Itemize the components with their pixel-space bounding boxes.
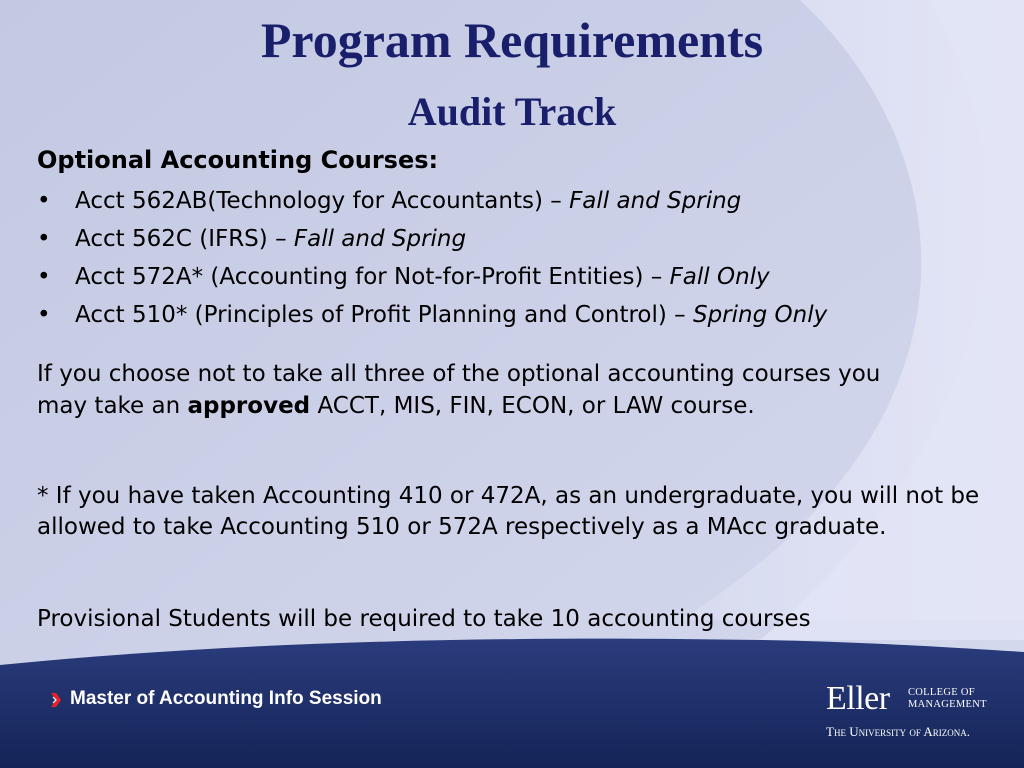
list-item bbox=[37, 222, 827, 260]
section-heading: Optional Accounting Courses: bbox=[37, 146, 439, 174]
course-term: Fall and Spring bbox=[569, 188, 742, 214]
page-title: Program Requirements bbox=[260, 12, 764, 68]
logo-wordmark: Eller bbox=[826, 680, 890, 717]
optional-courses-paragraph bbox=[37, 358, 907, 422]
logo-college-line: MANAGEMENT bbox=[908, 699, 987, 710]
course-term: Fall Only bbox=[669, 264, 770, 290]
course-term: Spring Only bbox=[692, 302, 828, 328]
list-item bbox=[37, 298, 827, 336]
course-list bbox=[37, 184, 827, 336]
page-subtitle: Audit Track bbox=[407, 89, 617, 134]
bullet-icon: • bbox=[37, 188, 51, 214]
bullet-icon: • bbox=[37, 226, 51, 252]
list-item bbox=[37, 184, 827, 222]
course-name: Acct 562AB(Technology for Accountants) bbox=[75, 188, 543, 214]
course-name: Acct 510* (Principles of Profit Planning and Control) bbox=[75, 302, 667, 328]
course-name: Acct 562C (IFRS) bbox=[75, 226, 268, 252]
course-term: Fall and Spring bbox=[293, 226, 467, 252]
bullet-icon: • bbox=[37, 264, 51, 290]
course-dash: – bbox=[542, 188, 570, 214]
paragraph-emphasis: approved bbox=[187, 393, 311, 419]
course-name: Acct 572A* (Accounting for Not-for-Profit Entities) bbox=[75, 264, 644, 290]
logo-university-text: The University of Arizona. bbox=[826, 724, 970, 739]
course-dash: – bbox=[666, 302, 693, 328]
logo-college-line: COLLEGE OF bbox=[908, 687, 975, 698]
eller-logo bbox=[826, 682, 996, 742]
footer-session-label: Master of Accounting Info Session bbox=[70, 688, 382, 709]
paragraph-text: ACCT, MIS, FIN, ECON, or LAW course. bbox=[310, 393, 755, 419]
logo-college-text bbox=[908, 687, 987, 711]
prerequisite-note: * If you have taken Accounting 410 or 472A, as an undergraduate, you will not be allowed to take Accounting 510 or 572A respectively as a MAcc graduate. bbox=[37, 483, 980, 540]
chevron-right-icon bbox=[50, 692, 62, 708]
provisional-note: Provisional Students will be required to take 10 accounting courses bbox=[37, 606, 811, 632]
course-dash: – bbox=[643, 264, 670, 290]
list-item bbox=[37, 260, 827, 298]
course-dash: – bbox=[267, 226, 294, 252]
paragraph-text: If you choose not to take all three of the optional accounting courses you may take an bbox=[37, 361, 881, 419]
bullet-icon: • bbox=[37, 302, 51, 328]
